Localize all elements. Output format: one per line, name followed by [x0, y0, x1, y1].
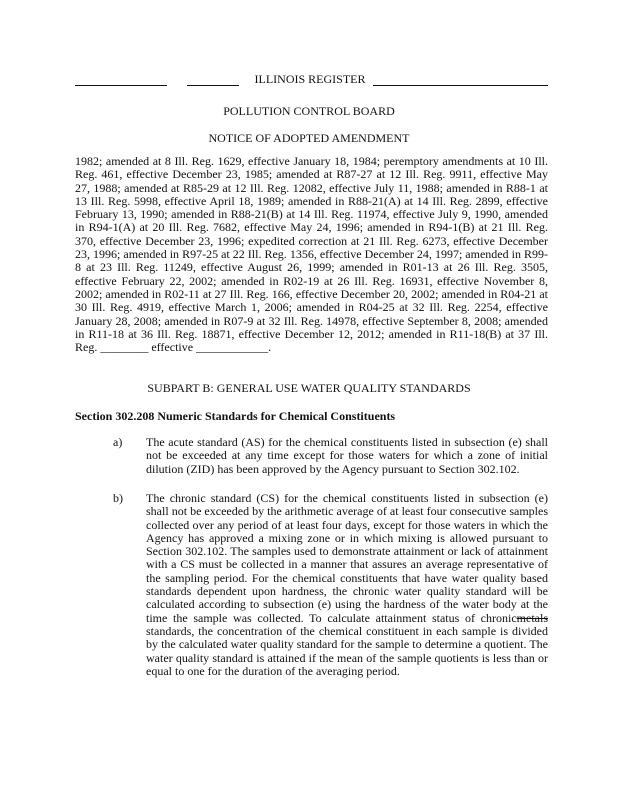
header-rule-left	[75, 85, 167, 86]
register-title: ILLINOIS REGISTER	[254, 72, 366, 86]
amendment-history: 1982; amended at 8 Ill. Reg. 1629, effective January 18, 1984; peremptory amendments at 10 Ill. Reg. 461, effective December 23, 1985; amended at R87-27 at 12 Ill. Reg. 9911, effective May 27, 1988; amended at R85-29 at 12 Ill. Reg. 12082, effective July 11, 1988; amended in R88-1 at 13 Ill. Reg. 5998, effective April 18, 1989; amended in R88-21(A) at 14 Ill. Reg. 2899, effective February 13, 1990; amended in R88-21(B) at 14 Ill. Reg. 11974, effective July 9, 1990, amended in R94-1(A) at 20 Ill. Reg. 7682, effective May 24, 1996; amended in R94-1(B) at 21 Ill. Reg. 370, effective December 23, 1996; expedited correction at 21 Ill. Reg. 6273, effective December 23, 1996; amended in R97-25 at 22 Ill. Reg. 1356, effective December 24, 1997; amended in R99-8 at 23 Ill. Reg. 11249, effective August 26, 1999; amended in R01-13 at 26 Ill. Reg. 3505, effective February 22, 2002; amended in R02-19 at 26 Ill. Reg. 16931, effective November 8, 2002; amended in R02-11 at 27 Ill. Reg. 166, effective December 20, 2002; amended in R04-21 at 30 Ill. Reg. 4919, effective March 1, 2006; amended in R04-25 at 32 Ill. Reg. 2254, effective January 28, 2008; amended in R07-9 at 32 Ill. Reg. 14978, effective September 8, 2008; amended in R11-18 at 36 Ill. Reg. 18871, effective December 12, 2012; amended in R11-18(B) at 37 Ill. Reg. ________ effective ____________.	[75, 154, 548, 355]
section-heading: Section 302.208 Numeric Standards for Chemical Constituents	[75, 409, 396, 423]
subsection-a-label: a)	[113, 435, 123, 449]
struck-word: metals	[516, 610, 548, 625]
notice-title: NOTICE OF ADOPTED AMENDMENT	[208, 131, 410, 145]
header-rule-mid	[187, 85, 239, 86]
subsection-b-text	[146, 492, 548, 678]
subsection-a-text: The acute standard (AS) for the chemical constituents listed in subsection (e) shall not be exceeded at any time except for those waters for which a zone of initial dilution (ZID) has been approved by the Agency pursuant to Section 302.102.	[146, 435, 548, 476]
subpart-title: SUBPART B: GENERAL USE WATER QUALITY STANDARDS	[147, 381, 471, 395]
agency-name: POLLUTION CONTROL BOARD	[223, 104, 395, 118]
subsection-b-text-after: standards, the concentration of the chemical constituent in each sample is divided by the calculated water quality standard for the sample to determine a quotient. The water quality standard is attained if the mean of the sample quotients is less than or equal to one for the duration of the averaging period.	[146, 623, 548, 678]
subsection-b-label: b)	[113, 491, 123, 505]
subsection-b-text-before: The chronic standard (CS) for the chemical constituents listed in subsection (e) shall not be exceeded by the arithmetic average of at least four consecutive samples collected over any period of at least four days, except for those waters in which the Agency has approved a mixing zone or in which mixing is allowed pursuant to Section 302.102. The samples used to demonstrate attainment or lack of attainment with a CS must be collected in a manner that assures an average representative of the sampling period. For the chemical constituents that have water quality based standards dependent upon hardness, the chronic water quality standard will be calculated according to subsection (e) using the hardness of the water body at the time the sample was collected. To calculate attainment status of chronic	[146, 491, 548, 625]
register-header	[75, 72, 548, 88]
header-rule-right	[373, 85, 548, 86]
